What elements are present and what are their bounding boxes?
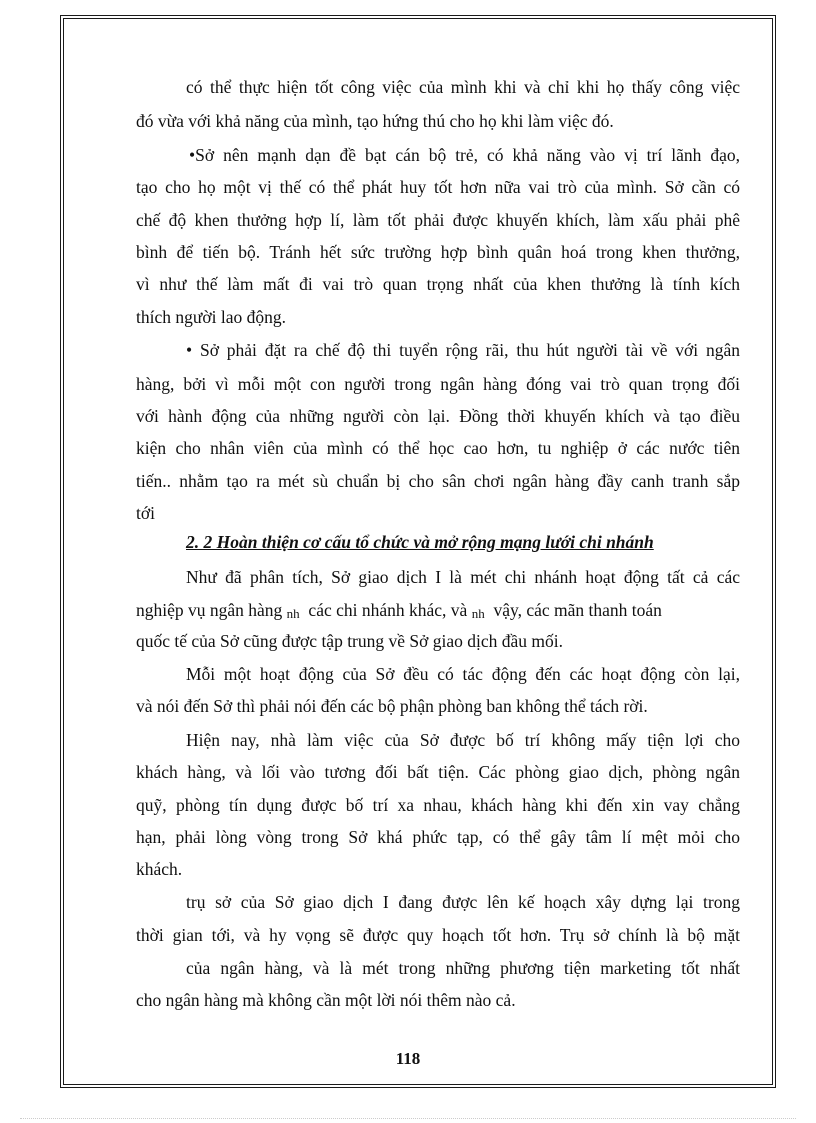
text-line: Như đã phân tích, Sở giao dịch I là mét chi nhánh hoạt động tất cả các bbox=[186, 567, 740, 587]
text-line: tiến.. nhằm tạo ra mét sù chuẩn bị cho sân chơi ngân hàng đầy canh tranh sắp bbox=[136, 471, 740, 491]
text-line: và nói đến Sở thì phải nói đến các bộ phận phòng ban không thể tách rời. bbox=[136, 696, 648, 716]
text-line: hạn, phải lòng vòng trong Sở khá phức tạp, có thể gây tâm lí mệt mỏi cho bbox=[136, 827, 740, 847]
bullet-icon: • bbox=[186, 340, 193, 360]
text-line: • Sở phải đặt ra chế độ thi tuyển rộng rãi, thu hút người tài về với ngân bbox=[186, 340, 741, 360]
text-line: thời gian tới, và hy vọng sẽ được quy hoạch tốt hơn. Trụ sở chính là bộ mặt bbox=[136, 925, 740, 945]
section-heading: 2. 2 Hoàn thiện cơ cấu tổ chức và mở rộng mạng lưới chi nhánh bbox=[186, 532, 654, 552]
bullet-icon: • bbox=[189, 145, 196, 165]
text-line: có thể thực hiện tốt công việc của mình khi và chỉ khi họ thấy công việc bbox=[186, 77, 740, 97]
text-line: bình để tiến bộ. Tránh hết sức trường hợp bình quân hoá trong khen thưởng, bbox=[136, 242, 740, 262]
text-line: đó vừa với khả năng của mình, tạo hứng thú cho họ khi làm việc đó. bbox=[136, 111, 614, 131]
text-line: tạo cho họ một vị thế có thể phát huy tốt hơn nữa vai trò của mình. Sở cần có bbox=[136, 177, 740, 197]
text-line: Mỗi một hoạt động của Sở đều có tác động đến các hoạt động còn lại, bbox=[186, 664, 740, 684]
text-line: Hiện nay, nhà làm việc của Sở được bố trí không mấy tiện lợi cho bbox=[186, 730, 740, 750]
text-line: quỹ, phòng tín dụng được bố trí xa nhau, khách hàng khi đến xin vay chẳng bbox=[136, 795, 740, 815]
text-line: kiện cho nhân viên của mình có thể học cao hơn, tu nghiệp ở các nước tiên bbox=[136, 438, 740, 458]
text-line: quốc tế của Sở cũng được tập trung về Sở giao dịch đầu mối. bbox=[136, 631, 564, 651]
page-separator bbox=[20, 1118, 796, 1119]
text-line: cho ngân hàng mà không cần một lời nói thêm nào cả. bbox=[136, 990, 516, 1010]
text-line: chế độ khen thưởng hợp lí, làm tốt phải được khuyến khích, làm xấu phải phê bbox=[136, 210, 740, 230]
text-line: hàng, bởi vì mỗi một con người trong ngân hàng đóng vai trò quan trọng đối bbox=[136, 374, 740, 394]
text-line: với hành động của những người còn lại. Đồng thời khuyến khích và tạo điều bbox=[136, 406, 740, 426]
text-line: của ngân hàng, và là mét trong những phương tiện marketing tốt nhất bbox=[186, 958, 740, 978]
text-line: thích người lao động. bbox=[136, 307, 286, 327]
text-line: vì như thế làm mất đi vai trò quan trọng nhất của khen thưởng là tính kích bbox=[136, 274, 740, 294]
text-line: •Sở nên mạnh dạn đề bạt cán bộ trẻ, có khả năng vào vị trí lãnh đạo, bbox=[189, 145, 740, 165]
text-line: khách. bbox=[136, 859, 183, 879]
text-line: tới bbox=[136, 503, 155, 523]
text-line: trụ sở của Sở giao dịch I đang được lên kế hoạch xây dựng lại trong bbox=[186, 892, 740, 912]
page-number: 118 bbox=[395, 1049, 421, 1068]
text-line: nghiệp vụ ngân hàng nh các chi nhánh khác, và nh vậy, các mãn thanh toán bbox=[136, 600, 662, 621]
text-line: khách hàng, và lối vào tương đối bất tiện. Các phòng giao dịch, phòng ngân bbox=[136, 762, 740, 782]
